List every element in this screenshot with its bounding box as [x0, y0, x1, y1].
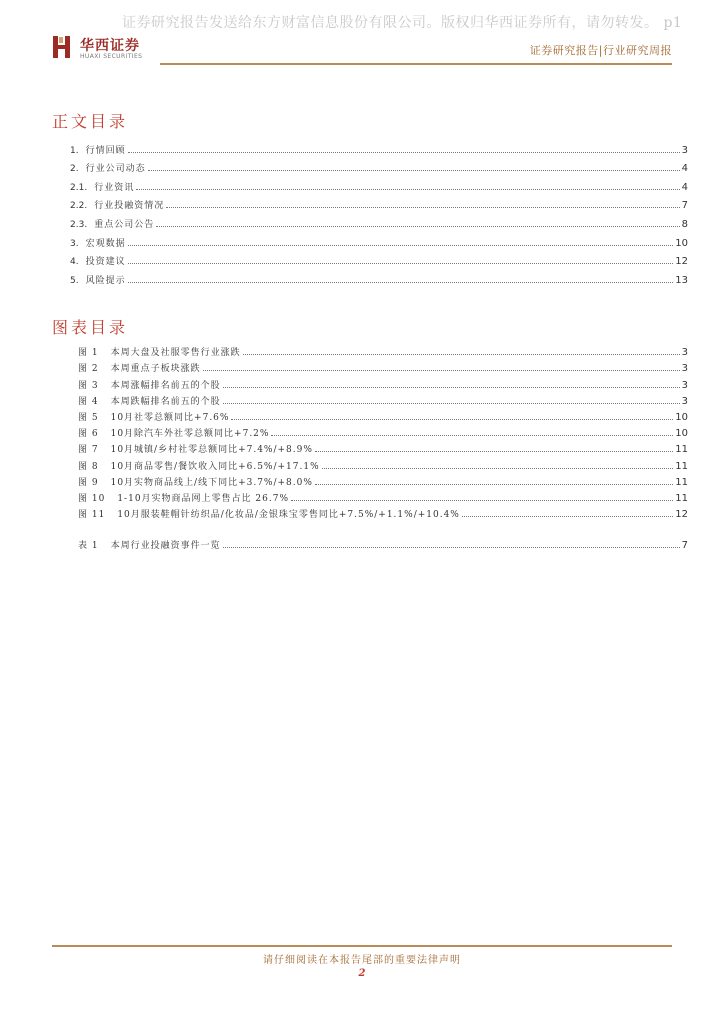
report-type: 证券研究报告|行业研究周报	[529, 44, 672, 57]
dot-leader	[128, 152, 680, 153]
table-list	[78, 535, 688, 551]
toc-item[interactable]	[70, 156, 688, 175]
figure-item-number: 图 8	[78, 461, 99, 472]
figure-item-page: 10	[675, 428, 688, 440]
toc-item-number: 2.3.	[70, 219, 88, 230]
toc-item-label: 投资建议	[85, 257, 126, 268]
figure-item-page: 11	[675, 476, 688, 488]
dot-leader	[291, 500, 673, 501]
dot-leader	[166, 207, 679, 208]
figure-item-label: 1-10月实物商品网上零售占比 26.7%	[117, 493, 289, 504]
toc-item[interactable]	[70, 193, 688, 212]
figure-item-label: 本周涨幅排名前五的个股	[110, 380, 221, 391]
figure-item[interactable]	[78, 342, 688, 358]
legal-disclaimer: 请仔细阅读在本报告尾部的重要法律声明	[263, 955, 461, 966]
figure-item-number: 图 1	[78, 348, 99, 359]
table-item[interactable]	[78, 535, 688, 551]
figure-item-number: 图 9	[78, 477, 99, 488]
toc-item-page: 8	[681, 218, 688, 230]
figure-item-label: 10月服装鞋帽针纺织品/化妆品/金银珠宝零售同比+7.5%/+1.1%/+10.4%	[117, 510, 460, 521]
figure-item-page: 3	[681, 363, 688, 375]
figure-item-number: 图 6	[78, 429, 99, 440]
figure-item[interactable]	[78, 455, 688, 471]
figure-item[interactable]	[78, 472, 688, 488]
company-logo	[52, 34, 162, 64]
figure-item[interactable]	[78, 488, 688, 504]
toc-item-label: 宏观数据	[85, 238, 126, 249]
figure-item-label: 10月商品零售/餐饮收入同比+6.5%/+17.1%	[110, 461, 320, 472]
figure-item-page: 12	[675, 509, 688, 521]
figure-item-label: 本周重点子板块涨跌	[110, 364, 201, 375]
table-item-number: 表 1	[78, 541, 99, 552]
dot-leader	[156, 226, 679, 227]
figure-item-page: 11	[675, 492, 688, 504]
header-divider	[160, 63, 672, 65]
table-item-label: 本周行业投融资事件一览	[110, 541, 221, 552]
figure-item[interactable]	[78, 504, 688, 520]
toc-item-number: 2.1.	[70, 182, 88, 193]
toc-item[interactable]	[70, 267, 688, 286]
figure-item-label: 本周大盘及社服零售行业涨跌	[110, 348, 241, 359]
footer-divider	[52, 945, 672, 947]
figure-item-number: 图 3	[78, 380, 99, 391]
toc-item[interactable]	[70, 249, 688, 268]
figure-item[interactable]	[78, 358, 688, 374]
figure-item-label: 10月除汽车外社零总额同比+7.2%	[110, 429, 270, 440]
figure-item-label: 10月实物商品线上/线下同比+3.7%/+8.0%	[110, 477, 313, 488]
dot-leader	[315, 484, 673, 485]
huaxi-logo-icon	[52, 34, 72, 60]
toc-item-page: 4	[681, 163, 688, 175]
dot-leader	[223, 387, 680, 388]
figure-item-number: 图 7	[78, 445, 99, 456]
figure-item-number: 图 5	[78, 412, 99, 423]
figure-item-number: 图 10	[78, 493, 106, 504]
dot-leader	[271, 435, 673, 436]
figure-item-label: 10月社零总额同比+7.6%	[110, 412, 230, 423]
dot-leader	[128, 263, 674, 264]
dot-leader	[128, 245, 674, 246]
dot-leader	[223, 403, 680, 404]
table-item-page: 7	[681, 540, 688, 552]
figure-item-page: 10	[675, 411, 688, 423]
figure-item-page: 3	[681, 395, 688, 407]
dot-leader	[315, 451, 673, 452]
dot-leader	[243, 354, 680, 355]
dot-leader	[231, 419, 673, 420]
dot-leader	[462, 516, 673, 517]
figure-item-number: 图 4	[78, 396, 99, 407]
logo-chinese-name: 华西证券	[80, 38, 140, 54]
toc-item-label: 行情回顾	[85, 145, 126, 156]
toc-item-page: 10	[675, 237, 688, 249]
toc-item-number: 2.2.	[70, 201, 88, 212]
toc-item[interactable]	[70, 174, 688, 193]
dot-leader	[148, 170, 680, 171]
toc-item-label: 行业公司动态	[85, 164, 146, 175]
watermark: 证券研究报告发送给东方财富信息股份有限公司。版权归华西证券所有，请勿转发。 p1	[122, 15, 683, 31]
toc-item[interactable]	[70, 211, 688, 230]
toc-item-number: 5.	[70, 275, 79, 286]
toc-item-label: 风险提示	[85, 275, 126, 286]
toc-list	[70, 137, 688, 286]
figure-item[interactable]	[78, 423, 688, 439]
toc-item[interactable]	[70, 230, 688, 249]
figure-list	[78, 342, 688, 520]
figure-item-number: 图 11	[78, 510, 106, 521]
toc-item-number: 2.	[70, 164, 79, 175]
figure-item-label: 本周跌幅排名前五的个股	[110, 396, 221, 407]
figure-item-page: 3	[681, 347, 688, 359]
toc-item-label: 重点公司公告	[94, 219, 155, 230]
figure-item[interactable]	[78, 391, 688, 407]
toc-item-label: 行业投融资情况	[94, 201, 165, 212]
toc-item-page: 13	[675, 274, 688, 286]
toc-item-page: 3	[681, 144, 688, 156]
dot-leader	[223, 547, 680, 548]
dot-leader	[322, 468, 674, 469]
logo-english-name: HUAXI SECURITIES	[80, 53, 143, 60]
dot-leader	[203, 370, 680, 371]
figure-item-page: 3	[681, 379, 688, 391]
figure-item[interactable]	[78, 374, 688, 390]
toc-item-page: 12	[675, 256, 688, 268]
figures-title: 图表目录	[52, 318, 129, 337]
figure-item-label: 10月城镇/乡村社零总额同比+7.4%/+8.9%	[110, 445, 313, 456]
dot-leader	[128, 282, 674, 283]
figure-item[interactable]	[78, 439, 688, 455]
page-number: 2	[358, 968, 366, 979]
figure-item-page: 11	[675, 460, 688, 472]
dot-leader	[136, 189, 679, 190]
toc-item-number: 1.	[70, 145, 79, 156]
toc-item-number: 3.	[70, 238, 79, 249]
toc-item-number: 4.	[70, 257, 79, 268]
toc-item-page: 7	[681, 200, 688, 212]
figure-item-number: 图 2	[78, 364, 99, 375]
figure-item[interactable]	[78, 407, 688, 423]
toc-item[interactable]	[70, 137, 688, 156]
toc-title: 正文目录	[52, 112, 129, 131]
toc-item-label: 行业资讯	[94, 182, 135, 193]
toc-item-page: 4	[681, 181, 688, 193]
figure-item-page: 11	[675, 444, 688, 456]
